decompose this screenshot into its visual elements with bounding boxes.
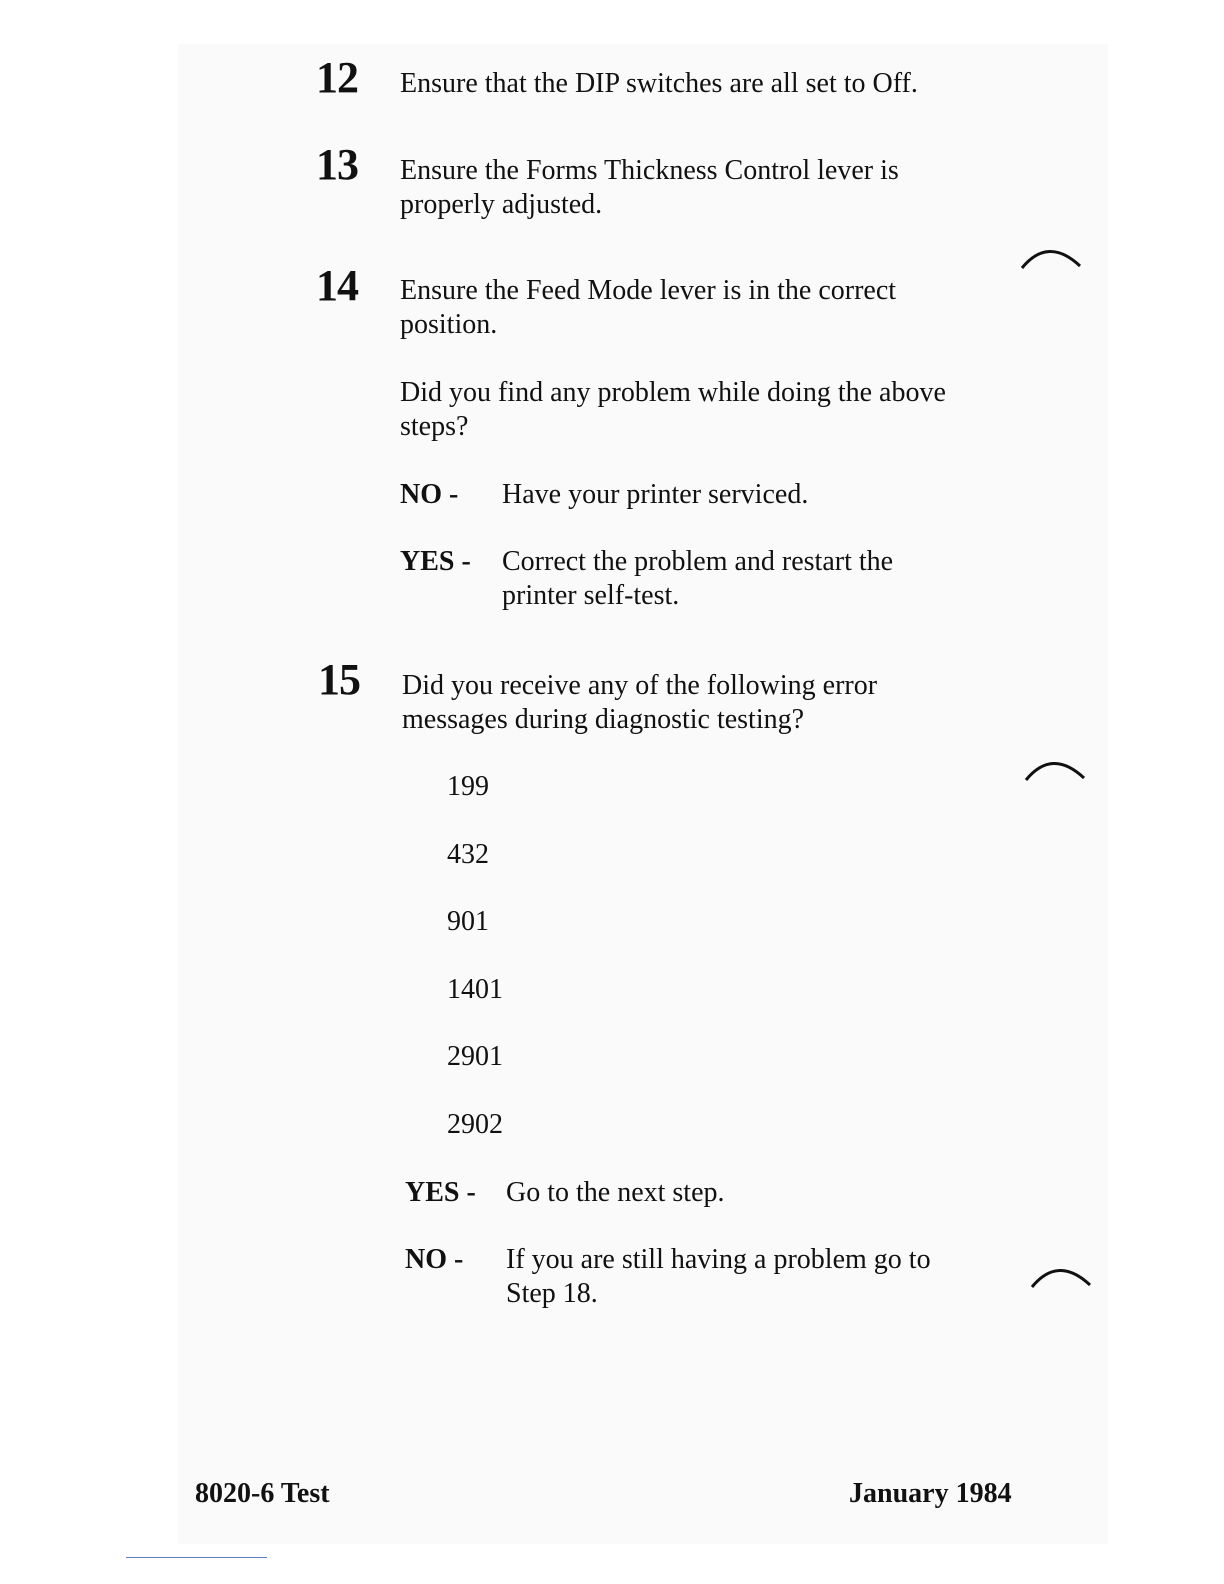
step-13-text-line-1: Ensure the Forms Thickness Control lever is xyxy=(400,155,899,186)
footer-date: January 1984 xyxy=(849,1478,1012,1509)
step-14-text-line-1: Ensure the Feed Mode lever is in the correct xyxy=(400,275,897,306)
step-number-13: 13 xyxy=(316,140,358,189)
step-14-question-line-1: Did you find any problem while doing the above xyxy=(400,377,946,408)
step-14-answer-yes-text-line-2: printer self-test. xyxy=(502,580,680,611)
step-14-text-line-2: position. xyxy=(400,309,498,340)
error-code-item: 432 xyxy=(447,839,489,870)
error-code-item: 199 xyxy=(447,771,489,802)
step-14-answer-yes-text-line-1: Correct the problem and restart the xyxy=(502,546,894,577)
bottom-divider xyxy=(126,1557,267,1558)
step-14-answer-no-text: Have your printer serviced. xyxy=(502,479,809,510)
step-15-text-line-1: Did you receive any of the following error xyxy=(402,670,878,701)
step-15-answer-no-label: NO - xyxy=(405,1244,464,1275)
step-number-14: 14 xyxy=(316,261,358,310)
step-14-answer-no-label: NO - xyxy=(400,479,459,510)
step-15-answer-no-text-line-1: If you are still having a problem go to xyxy=(506,1244,931,1275)
step-12-text: Ensure that the DIP switches are all set to Off. xyxy=(400,68,918,99)
step-15-answer-yes-label: YES - xyxy=(405,1177,476,1208)
step-14-answer-yes-label: YES - xyxy=(400,546,471,577)
step-number-12: 12 xyxy=(316,53,358,102)
binder-tab-arc-icon xyxy=(1024,754,1090,784)
error-code-item: 1401 xyxy=(447,974,503,1005)
step-14-question-line-2: steps? xyxy=(400,411,469,442)
step-13-text-line-2: properly adjusted. xyxy=(400,189,603,220)
binder-tab-arc-icon xyxy=(1020,242,1086,272)
error-code-item: 2901 xyxy=(447,1041,503,1072)
footer-document-id: 8020-6 Test xyxy=(195,1478,330,1509)
step-15-answer-no-text-line-2: Step 18. xyxy=(506,1278,598,1309)
error-code-item: 901 xyxy=(447,906,489,937)
step-15-text-line-2: messages during diagnostic testing? xyxy=(402,704,805,735)
binder-tab-arc-icon xyxy=(1030,1261,1096,1291)
step-number-15: 15 xyxy=(318,655,360,704)
error-code-item: 2902 xyxy=(447,1109,503,1140)
step-15-answer-yes-text: Go to the next step. xyxy=(506,1177,725,1208)
